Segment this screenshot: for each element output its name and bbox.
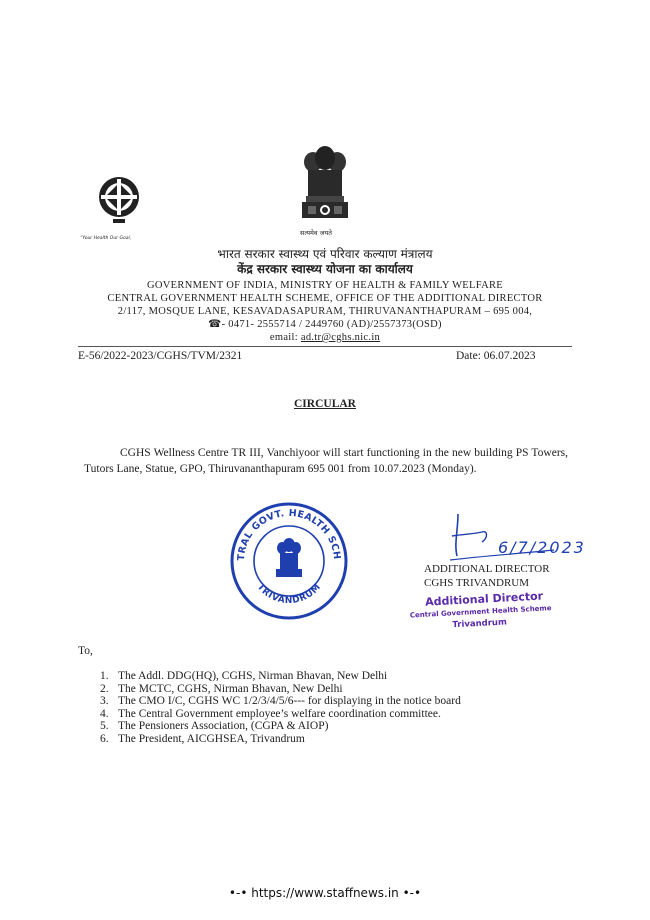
address-line: 2/117, MOSQUE LANE, KESAVADASAPURAM, THIRUVANANTHAPURAM – 695 004,: [117, 306, 533, 317]
recipient-list: [100, 670, 570, 746]
list-item: [100, 683, 570, 696]
list-item: [100, 733, 570, 746]
footer-link[interactable]: •-• https://www.staffnews.in •-•: [228, 886, 422, 900]
list-number: 4.: [100, 707, 109, 720]
recipient-text: The President, AICGHSEA, Trivandrum: [118, 732, 305, 745]
seal-city-text: TRIVANDRUM: [254, 582, 324, 607]
recipient-text: The Central Government employee’s welfare coordination committee.: [118, 707, 441, 720]
list-number: 2.: [100, 682, 109, 695]
phone-line: [0, 318, 650, 331]
hindi-ministry: भारत सरकार स्वास्थ्य एवं परिवार कल्याण मंत्रालय: [217, 247, 433, 261]
stamp-line-3: Trivandrum: [452, 617, 508, 631]
office-line: CENTRAL GOVERNMENT HEALTH SCHEME, OFFICE OF THE ADDITIONAL DIRECTOR: [107, 293, 543, 304]
email-label: email:: [269, 332, 301, 343]
phone-numbers: - 0471- 2555714 / 2449760 (AD)/2557373(OSD): [221, 319, 442, 330]
designation: ADDITIONAL DIRECTOR: [424, 563, 550, 575]
reference-number: E-56/2022-2023/CGHS/TVM/2321: [78, 350, 243, 362]
email-link[interactable]: ad.tr@cghs.nic.in: [300, 332, 381, 343]
list-number: 6.: [100, 732, 109, 745]
list-item: [100, 720, 570, 733]
svg-text:TRIVANDRUM: [255, 582, 323, 606]
emblem-motto: सत्यमेव जयते: [300, 229, 332, 237]
phone-icon: ☎: [208, 319, 222, 330]
circular-body: CGHS Wellness Centre TR III, Vanchiyoor will start functioning in the new building PS Towers, Tutors Lane, Statue, GPO, Thiruvananthapuram 695 001 from 10.07.2023 (Monday).: [84, 447, 568, 475]
circular-title: CIRCULAR: [294, 398, 356, 410]
list-item: [100, 708, 570, 721]
signature-scribble: [444, 506, 594, 566]
logo-tagline: [80, 236, 131, 241]
recipient-text: The Pensioners Association, (CGPA & AIOP): [118, 720, 329, 733]
list-number: 5.: [100, 720, 109, 733]
to-label: To,: [78, 645, 93, 657]
email-line: [0, 331, 650, 344]
seal-emblem-icon: [276, 538, 302, 577]
logo-tagline-text: “Your Health Our Goal,: [80, 236, 132, 241]
stamp-line-2: Central Government Health Scheme: [409, 604, 552, 620]
list-number: 1.: [100, 670, 109, 682]
list-number: 3.: [100, 695, 109, 708]
ministry-line: GOVERNMENT OF INDIA, MINISTRY OF HEALTH & FAMILY WELFARE: [147, 280, 503, 291]
circular-date: Date: 06.07.2023: [456, 350, 536, 362]
recipient-text: The Addl. DDG(HQ), CGHS, Nirman Bhavan, New Delhi: [118, 670, 388, 682]
official-seal: [228, 500, 350, 622]
seal-ring-text: TRAL GOVT. HEALTH SCH: [235, 507, 343, 562]
designation-stamp: [405, 587, 587, 644]
header-divider: [78, 346, 572, 347]
national-emblem: [290, 142, 360, 230]
stamp-line-1: Additional Director: [424, 589, 544, 609]
recipient-text: The MCTC, CGHS, Nirman Bhavan, New Delhi: [118, 682, 343, 695]
list-item: [100, 695, 570, 708]
designation-office: CGHS TRIVANDRUM: [424, 577, 530, 589]
list-item: [100, 670, 570, 683]
signature-date: 6/7/2023: [498, 538, 586, 557]
recipient-text: The CMO I/C, CGHS WC 1/2/3/4/5/6--- for displaying in the notice board: [118, 695, 461, 708]
hindi-office: केंद्र सरकार स्वास्थ्य योजना का कार्यालय: [237, 262, 413, 276]
cghs-logo: [82, 165, 182, 245]
